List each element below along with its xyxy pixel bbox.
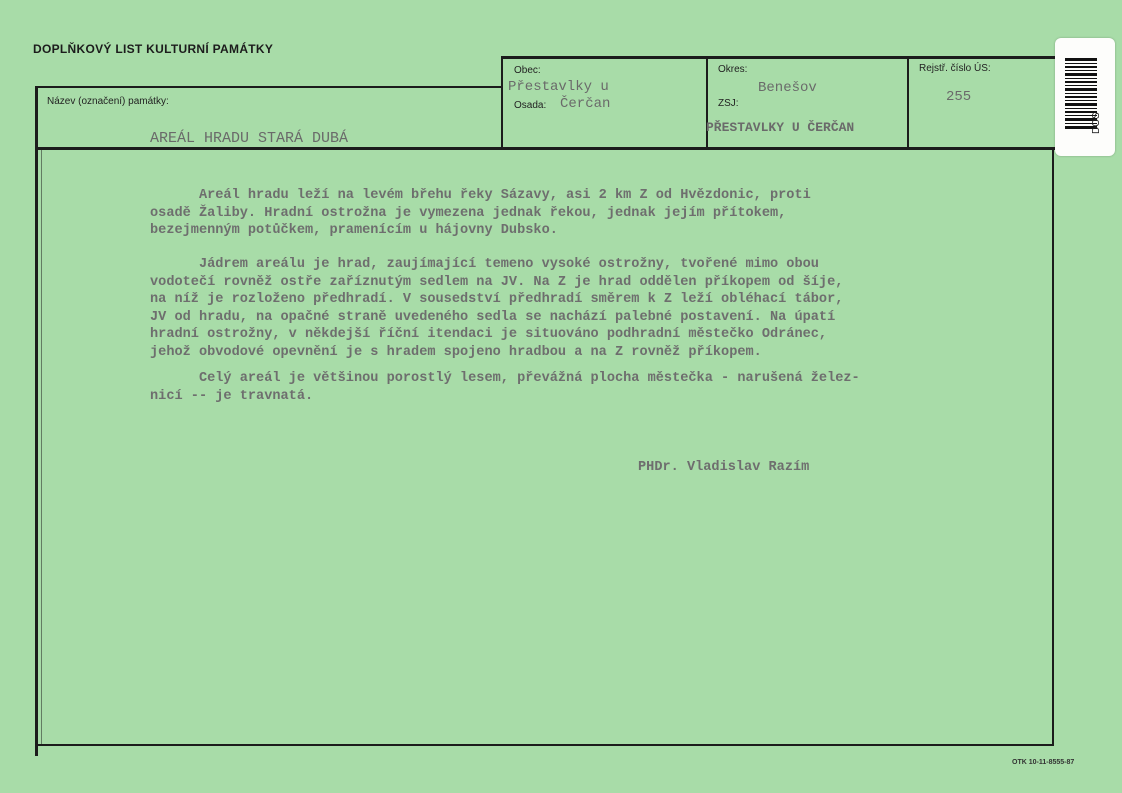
sticker-code: DOS [1091, 112, 1102, 134]
paragraph-1: Areál hradu leží na levém břehu řeky Sázavy, asi 2 km Z od Hvězdonic, proti osadě Žaliby. Hradní ostrožna je vymezena jednak řekou, jednak jejím přítokem, bezejmenným potůčkem, pramenícím u hájovny Dubsko. [150, 188, 811, 238]
osada-value: Čerčan [560, 96, 611, 112]
okres-divider [706, 57, 708, 149]
paragraph-2: Jádrem areálu je hrad, zaujímající temeno vysoké ostrožny, tvořené mimo obou vodotečí rovněž ostře zaříznutým sedlem na JV. Na Z je hrad oddělen příkopem od šíje, na níž je rozloženo předhradí. V sousedství předhradí směrem k Z leží obléhací tábor, JV od hradu, na opačné straně uvedeného sedla se nachází palebné postavení. Na úpatí hradní ostrožny, v někdejší říční itendaci je situováno podhradní městečko Odránec, jehož obvodové opevnění je s hradem spojeno hradbou a na Z rovněž příkopem. [150, 257, 844, 360]
okres-label: Okres: [718, 64, 748, 75]
signature: PHDr. Vladislav Razím [638, 460, 810, 475]
paragraph-3: Celý areál je většinou porostlý lesem, převážná plocha městečka - narušená želez- nicí -- je travnatá. [150, 371, 860, 404]
header-bottom-rule [36, 147, 1056, 150]
nazev-value: AREÁL HRADU STARÁ DUBÁ [150, 130, 349, 147]
osada-label: Osada: [514, 100, 547, 111]
zsj-label: ZSJ: [718, 98, 739, 109]
archive-sticker [1055, 38, 1115, 156]
rejstr-label: Rejstř. číslo ÚS: [919, 63, 991, 74]
okres-value: Benešov [758, 80, 817, 96]
obec-label: Obec: [514, 65, 541, 76]
obec-divider [501, 57, 503, 149]
obec-value: Přestavlky u [508, 79, 609, 95]
form-right-rule [1052, 148, 1054, 746]
form-left-rule [35, 86, 38, 756]
form-bottom-rule [36, 744, 1054, 746]
rejstr-value: 255 [946, 89, 972, 105]
rejstr-divider [907, 57, 909, 149]
footer-code: OTK 10-11-8555-87 [1012, 759, 1075, 766]
name-box-top-rule [36, 86, 502, 88]
nazev-label: Název (označení) památky: [47, 96, 169, 107]
header-top-rule [501, 56, 1056, 59]
zsj-value: PŘESTAVLKY U ČERČAN [706, 120, 855, 135]
inner-left-rule [41, 150, 42, 744]
form-title: DOPLŇKOVÝ LIST KULTURNÍ PAMÁTKY [33, 42, 274, 56]
